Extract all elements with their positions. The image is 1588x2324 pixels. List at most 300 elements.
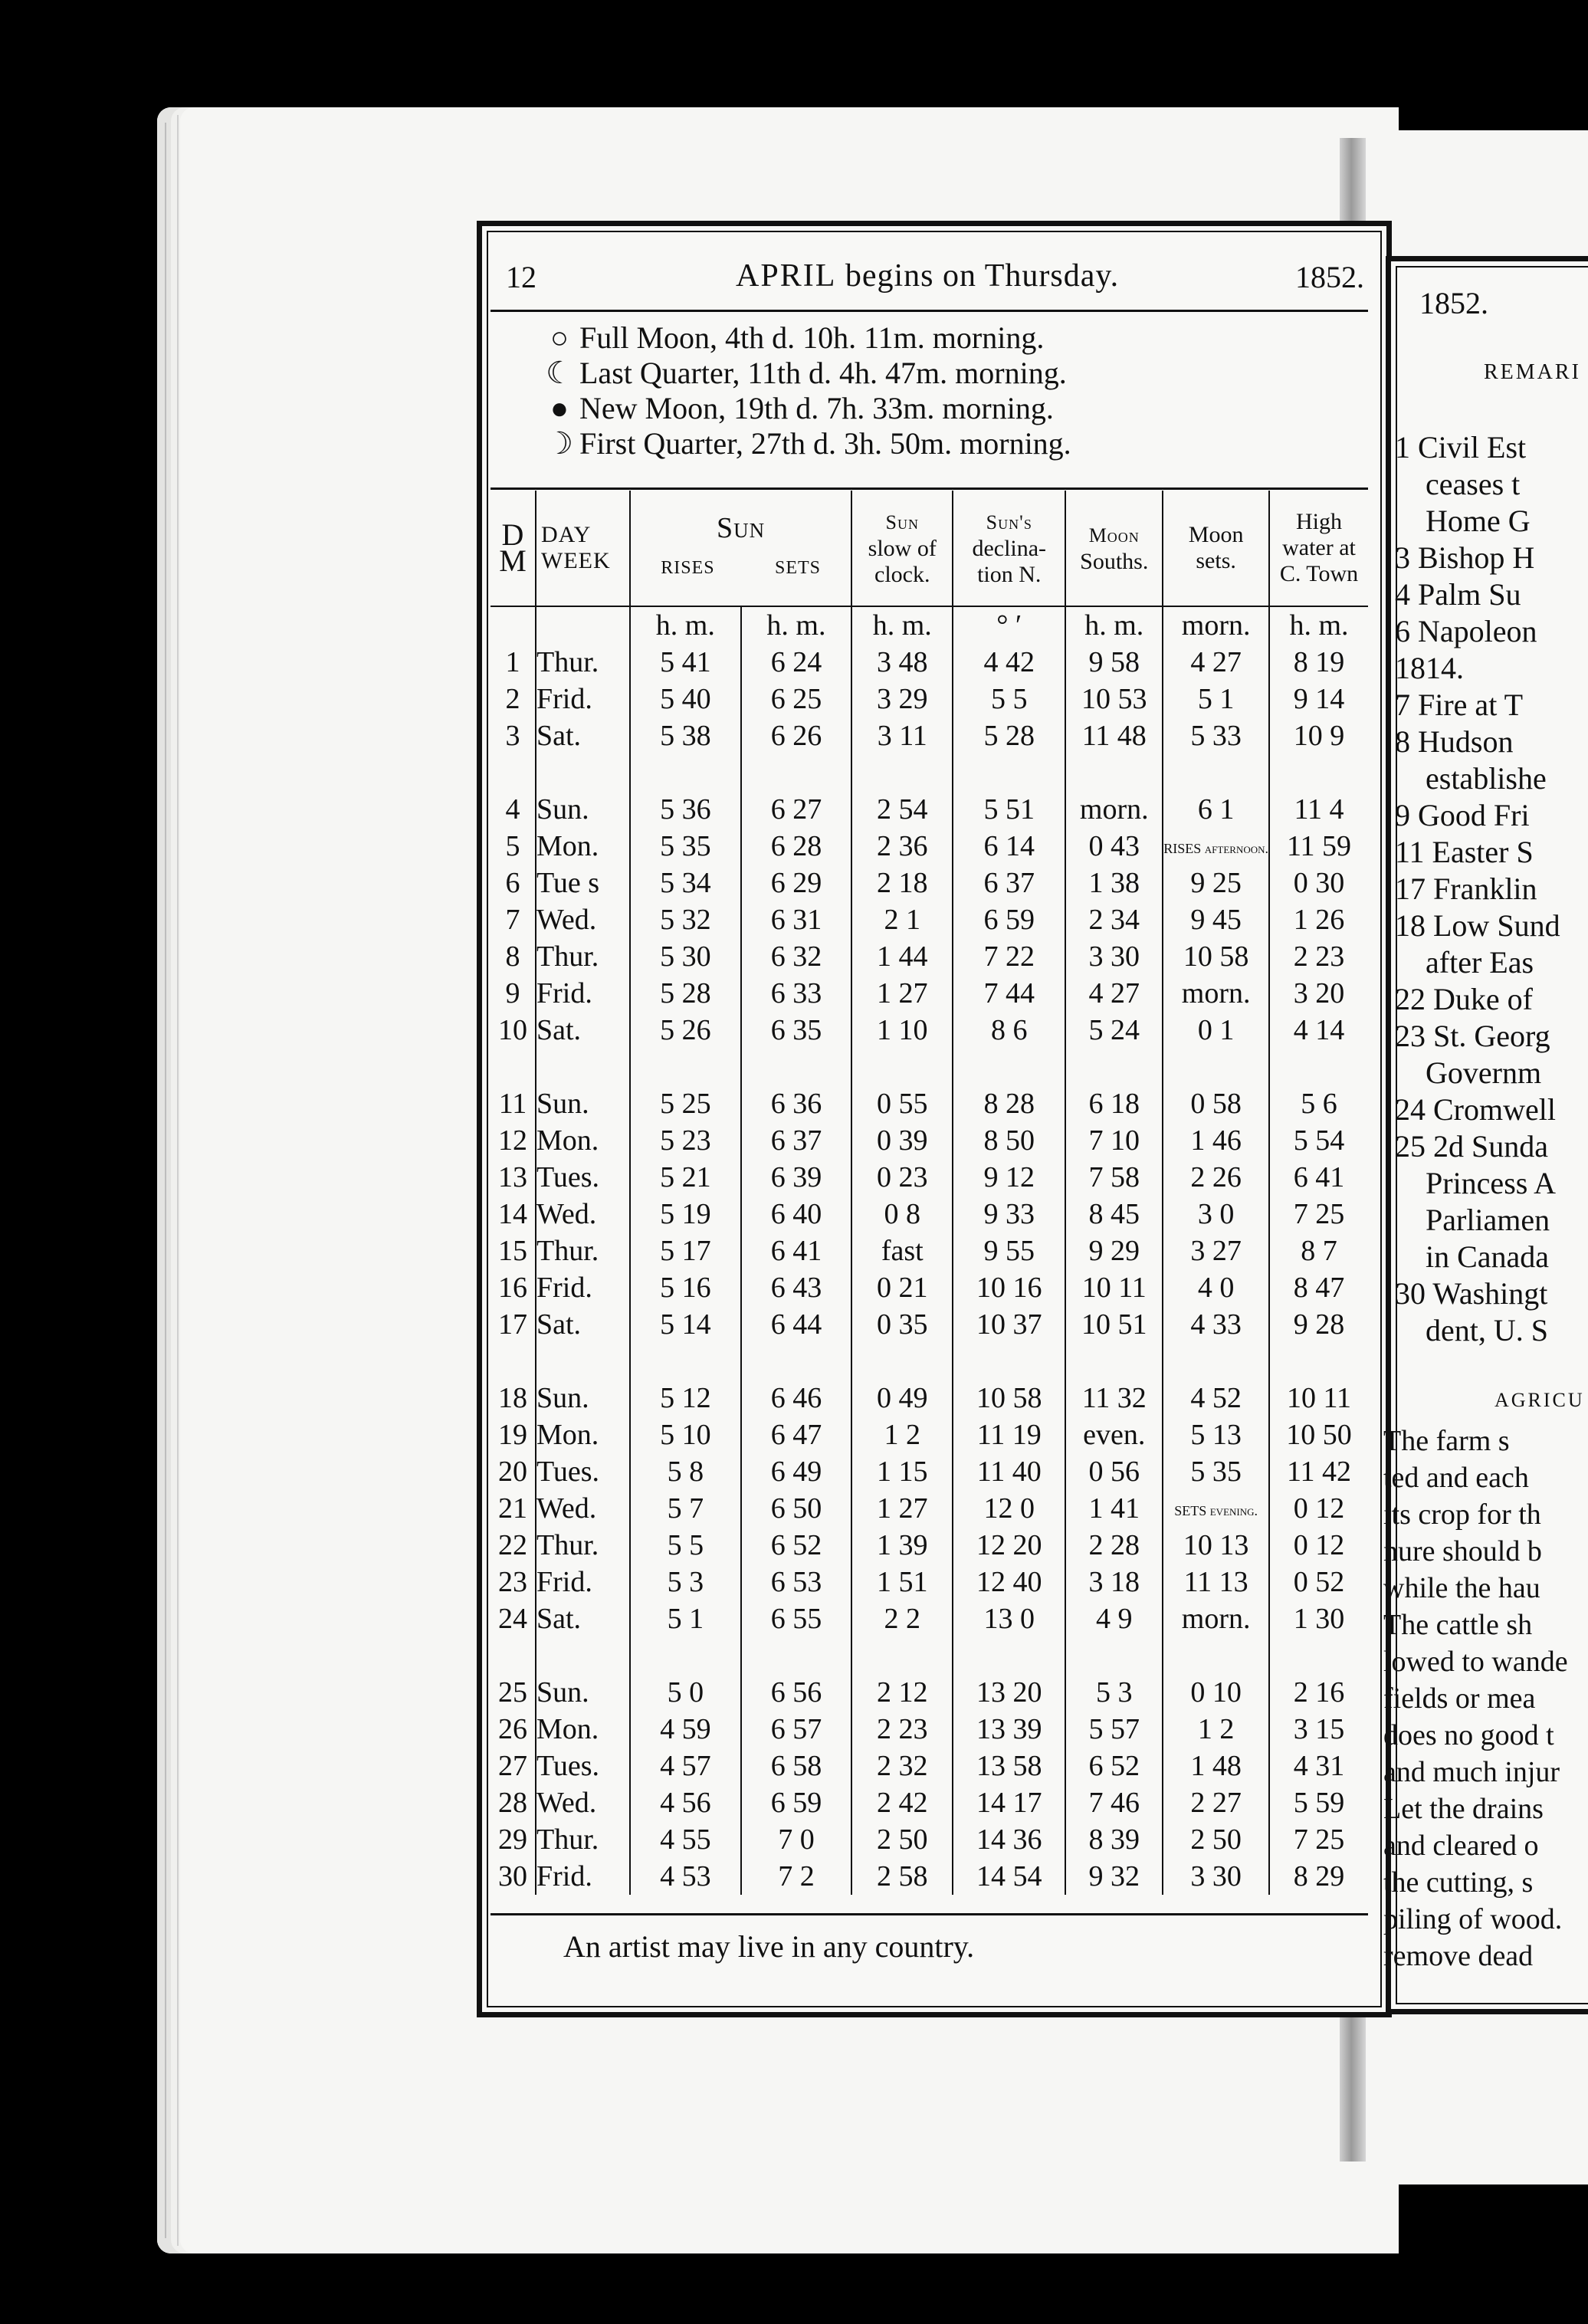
remark-line: ceases t — [1426, 467, 1521, 501]
day-number: 30 — [498, 1860, 527, 1892]
agriculture-line: fields or mea — [1383, 1682, 1536, 1715]
table-cell: 5 23 — [630, 1122, 741, 1159]
table-cell: 1 15 — [851, 1453, 953, 1490]
table-cell: 2 23 — [851, 1711, 953, 1748]
day-number: 20 — [498, 1456, 527, 1488]
table-cell: 10 37 — [953, 1306, 1065, 1343]
table-cell: 10 11 — [1269, 1380, 1368, 1416]
table-cell: 6 49 — [741, 1453, 852, 1490]
table-cell: 10 13 — [1163, 1527, 1269, 1564]
table-row — [491, 1784, 1368, 1821]
table-cell: 5 24 — [1065, 1012, 1163, 1049]
table-cell: 0 58 — [1163, 1085, 1269, 1122]
table-cell: Mon. — [536, 1711, 630, 1748]
agriculture-line: and cleared o — [1383, 1830, 1539, 1862]
table-cell: 11 13 — [1163, 1564, 1269, 1600]
remark-line: 25 2d Sunda — [1395, 1129, 1548, 1164]
table-cell: 0 39 — [851, 1122, 953, 1159]
table-cell: 14 54 — [953, 1858, 1065, 1895]
table-row — [491, 1748, 1368, 1784]
table-cell: 6 58 — [741, 1748, 852, 1784]
day-number: 21 — [498, 1492, 527, 1525]
last-quarter-icon: ☾ — [546, 356, 573, 390]
day-number: 13 — [498, 1161, 527, 1193]
table-cell: 0 30 — [1269, 865, 1368, 901]
table-cell: Mon. — [536, 828, 630, 865]
agriculture-heading: AGRICU — [1494, 1389, 1585, 1411]
table-cell: 0 52 — [1269, 1564, 1368, 1600]
table-cell: 5 41 — [630, 644, 741, 681]
table-cell: 8 19 — [1269, 644, 1368, 681]
agriculture-line: does no good t — [1383, 1719, 1554, 1751]
table-cell: Sun. — [536, 1085, 630, 1122]
table-row — [491, 1159, 1368, 1196]
first-quarter-icon: ☽ — [546, 426, 573, 461]
table-cell: 2 42 — [851, 1784, 953, 1821]
table-cell: 8 47 — [1269, 1269, 1368, 1306]
moon-phase-text: Full Moon, 4th d. 10h. 11m. morning. — [579, 320, 1045, 355]
table-cell: 1 30 — [1269, 1600, 1368, 1637]
table-row — [491, 1380, 1368, 1416]
table-row — [491, 1527, 1368, 1564]
table-cell: 7 0 — [741, 1821, 852, 1858]
table-cell: 9 25 — [1163, 865, 1269, 901]
page-year: 1852. — [1295, 260, 1364, 294]
table-cell: fast — [851, 1233, 953, 1269]
remark-line: 8 Hudson — [1395, 724, 1514, 759]
table-cell: 4 42 — [953, 644, 1065, 681]
table-cell: 7 25 — [1269, 1196, 1368, 1233]
table-cell: 5 36 — [630, 791, 741, 828]
table-cell: 9 32 — [1065, 1858, 1163, 1895]
table-cell: 6 59 — [953, 901, 1065, 938]
table-row — [491, 1858, 1368, 1895]
day-number: 8 — [505, 940, 520, 973]
table-cell: 2 2 — [851, 1600, 953, 1637]
table-cell: 12 0 — [953, 1490, 1065, 1527]
table-cell: 4 56 — [630, 1784, 741, 1821]
table-cell: 6 26 — [741, 717, 852, 754]
day-number: 2 — [505, 683, 520, 715]
table-cell: 6 35 — [741, 1012, 852, 1049]
table-cell: 6 1 — [1163, 791, 1269, 828]
table-cell: 10 51 — [1065, 1306, 1163, 1343]
table-cell: 6 41 — [741, 1233, 852, 1269]
day-number: 29 — [498, 1823, 527, 1856]
new-moon-icon: ● — [550, 391, 569, 425]
table-cell: 9 29 — [1065, 1233, 1163, 1269]
table-cell: 0 55 — [851, 1085, 953, 1122]
remark-line: 3 Bishop H — [1395, 540, 1535, 575]
table-cell: 6 33 — [741, 975, 852, 1012]
table-cell: Thur. — [536, 1527, 630, 1564]
table-cell: 7 22 — [953, 938, 1065, 975]
moon-phase — [546, 356, 1071, 391]
table-cell: Thur. — [536, 1821, 630, 1858]
table-cell: Frid. — [536, 1269, 630, 1306]
moon-phase-text: New Moon, 19th d. 7h. 33m. morning. — [579, 391, 1054, 425]
table-cell: 5 19 — [630, 1196, 741, 1233]
table-cell: 6 41 — [1269, 1159, 1368, 1196]
remark-line: Princess A — [1426, 1166, 1556, 1200]
day-number: 28 — [498, 1787, 527, 1819]
table-cell: 5 12 — [630, 1380, 741, 1416]
table-cell: 6 25 — [741, 681, 852, 717]
table-cell: 4 14 — [1269, 1012, 1368, 1049]
table-cell: 3 20 — [1269, 975, 1368, 1012]
col-day-week: DAY WEEK — [536, 491, 630, 606]
table-cell: 8 29 — [1269, 1858, 1368, 1895]
table-cell: 11 48 — [1065, 717, 1163, 754]
table-cell: 5 28 — [630, 975, 741, 1012]
table-cell: 9 45 — [1163, 901, 1269, 938]
table-cell: 5 28 — [953, 717, 1065, 754]
table-cell: 12 20 — [953, 1527, 1065, 1564]
table-cell: 6 36 — [741, 1085, 852, 1122]
table-row — [491, 791, 1368, 828]
table-cell: 11 42 — [1269, 1453, 1368, 1490]
col-declination: Sun's declina- tion N. — [953, 491, 1065, 606]
agriculture-line: The farm s — [1383, 1425, 1510, 1457]
agriculture-line: The cattle sh — [1383, 1609, 1533, 1641]
col-moon-sets: Moon sets. — [1163, 491, 1269, 606]
moon-phase — [546, 426, 1071, 461]
remark-line: 24 Cromwell — [1395, 1092, 1556, 1127]
table-cell: 1 26 — [1269, 901, 1368, 938]
table-cell: 5 10 — [630, 1416, 741, 1453]
table-row — [491, 1122, 1368, 1159]
table-cell: Tue s — [536, 865, 630, 901]
table-cell: 0 12 — [1269, 1490, 1368, 1527]
table-cell: 5 6 — [1269, 1085, 1368, 1122]
table-cell: 3 30 — [1065, 938, 1163, 975]
table-row — [491, 975, 1368, 1012]
table-cell: Wed. — [536, 1196, 630, 1233]
table-cell: 5 35 — [1163, 1453, 1269, 1490]
remark-line: 7 Fire at T — [1395, 688, 1524, 722]
table-cell: 5 8 — [630, 1453, 741, 1490]
units-row — [491, 606, 1368, 644]
table-cell: Thur. — [536, 938, 630, 975]
table-cell: 10 16 — [953, 1269, 1065, 1306]
remark-line: establishe — [1426, 761, 1547, 796]
agriculture-line: its crop for th — [1383, 1498, 1541, 1531]
table-cell: 2 16 — [1269, 1674, 1368, 1711]
table-cell: 1 2 — [851, 1416, 953, 1453]
table-row — [491, 1674, 1368, 1711]
table-cell: 5 54 — [1269, 1122, 1368, 1159]
table-cell: 10 58 — [953, 1380, 1065, 1416]
agriculture-line: piling of wood. — [1383, 1903, 1563, 1935]
table-cell: 9 14 — [1269, 681, 1368, 717]
table-cell: 11 32 — [1065, 1380, 1163, 1416]
col-dm: D M — [491, 491, 536, 606]
table-cell: 1 38 — [1065, 865, 1163, 901]
motto: An artist may live in any country. — [563, 1929, 975, 1964]
table-cell: 6 32 — [741, 938, 852, 975]
table-cell: 4 27 — [1163, 644, 1269, 681]
agriculture-line: Let the drains — [1383, 1793, 1544, 1825]
remark-line: in Canada — [1426, 1239, 1550, 1274]
day-number: 19 — [498, 1419, 527, 1451]
table-cell: even. — [1065, 1416, 1163, 1453]
table-cell: 4 52 — [1163, 1380, 1269, 1416]
day-number: 18 — [498, 1382, 527, 1414]
table-cell: 11 40 — [953, 1453, 1065, 1490]
table-cell: 6 47 — [741, 1416, 852, 1453]
table-cell: 5 16 — [630, 1269, 741, 1306]
agriculture-line: and much injur — [1383, 1756, 1560, 1788]
moon-note: SETS evening. — [1174, 1503, 1258, 1519]
day-number: 4 — [505, 793, 520, 826]
table-cell: 0 10 — [1163, 1674, 1269, 1711]
table-cell: 3 15 — [1269, 1711, 1368, 1748]
day-number: 12 — [498, 1124, 527, 1157]
table-cell: 14 36 — [953, 1821, 1065, 1858]
unit-label: h. m. — [1065, 606, 1163, 644]
table-cell: 11 59 — [1269, 828, 1368, 865]
moon-phase — [546, 320, 1071, 356]
table-cell: Frid. — [536, 1858, 630, 1895]
table-cell: 6 43 — [741, 1269, 852, 1306]
remark-line: 11 Easter S — [1395, 835, 1534, 869]
table-cell: 3 0 — [1163, 1196, 1269, 1233]
table-cell: 5 14 — [630, 1306, 741, 1343]
table-cell: 6 55 — [741, 1600, 852, 1637]
phases-rule — [491, 487, 1368, 490]
agriculture-line: the cutting, s — [1383, 1866, 1534, 1899]
col-sun: Sun RISES SETS — [630, 491, 851, 606]
table-cell: 1 27 — [851, 975, 953, 1012]
table-cell: 0 49 — [851, 1380, 953, 1416]
table-cell: 6 37 — [953, 865, 1065, 901]
table-cell: 8 45 — [1065, 1196, 1163, 1233]
remark-line: after Eas — [1426, 945, 1534, 980]
table-row — [491, 1085, 1368, 1122]
table-cell: 4 55 — [630, 1821, 741, 1858]
unit-label: ° ′ — [953, 606, 1065, 644]
table-cell: 2 36 — [851, 828, 953, 865]
day-number: 23 — [498, 1566, 527, 1598]
table-cell: 1 51 — [851, 1564, 953, 1600]
agriculture-line: while the hau — [1383, 1572, 1540, 1604]
day-number: 24 — [498, 1603, 527, 1635]
table-cell: 3 18 — [1065, 1564, 1163, 1600]
table-cell: Tues. — [536, 1159, 630, 1196]
table-row — [491, 865, 1368, 901]
table-cell: 6 46 — [741, 1380, 852, 1416]
table-cell: 9 58 — [1065, 644, 1163, 681]
table-cell: 10 58 — [1163, 938, 1269, 975]
table-cell: Frid. — [536, 1564, 630, 1600]
table-cell: 2 34 — [1065, 901, 1163, 938]
unit-label: h. m. — [741, 606, 852, 644]
table-row — [491, 717, 1368, 754]
table-cell: 6 52 — [741, 1527, 852, 1564]
agriculture-line: remove dead — [1383, 1940, 1534, 1972]
table-cell: 5 5 — [630, 1527, 741, 1564]
table-cell: 6 57 — [741, 1711, 852, 1748]
day-number: 10 — [498, 1014, 527, 1046]
table-row — [491, 1564, 1368, 1600]
day-number: 25 — [498, 1676, 527, 1709]
full-moon-icon: ○ — [550, 320, 569, 355]
table-row — [491, 1453, 1368, 1490]
table-cell: 2 28 — [1065, 1527, 1163, 1564]
table-cell: 2 50 — [851, 1821, 953, 1858]
table-cell: 4 57 — [630, 1748, 741, 1784]
table-cell: 0 21 — [851, 1269, 953, 1306]
table-cell: 6 59 — [741, 1784, 852, 1821]
table-cell: 5 30 — [630, 938, 741, 975]
table-row — [491, 1306, 1368, 1343]
table-cell: 8 7 — [1269, 1233, 1368, 1269]
remark-line: 30 Washingt — [1395, 1276, 1548, 1311]
table-cell: 10 11 — [1065, 1269, 1163, 1306]
table-row — [491, 938, 1368, 975]
table-cell: Wed. — [536, 1784, 630, 1821]
moon-note: RISES afternoon. — [1163, 841, 1268, 857]
table-cell: 6 44 — [741, 1306, 852, 1343]
remark-line: 9 Good Fri — [1395, 798, 1530, 832]
table-cell: 9 12 — [953, 1159, 1065, 1196]
table-cell: 6 56 — [741, 1674, 852, 1711]
table-cell: 6 27 — [741, 791, 852, 828]
table-cell: 6 14 — [953, 828, 1065, 865]
table-cell: 3 11 — [851, 717, 953, 754]
remark-line: 1 Civil Est — [1395, 430, 1527, 464]
table-cell — [1163, 828, 1269, 865]
table-row — [491, 1269, 1368, 1306]
remark-line: Parliamen — [1426, 1203, 1550, 1237]
table-cell: 13 0 — [953, 1600, 1065, 1637]
day-number: 11 — [498, 1088, 527, 1120]
table-cell: 6 29 — [741, 865, 852, 901]
day-number: 22 — [498, 1529, 527, 1561]
table-cell: 10 9 — [1269, 717, 1368, 754]
table-row — [491, 828, 1368, 865]
table-cell: 6 24 — [741, 644, 852, 681]
remark-line: dent, U. S — [1426, 1313, 1548, 1347]
table-cell: 8 28 — [953, 1085, 1065, 1122]
col-slow: Sun slow of clock. — [851, 491, 953, 606]
col-high-water: High water at C. Town — [1269, 491, 1368, 606]
table-cell: 4 27 — [1065, 975, 1163, 1012]
table-cell: 12 40 — [953, 1564, 1065, 1600]
table-cell: 1 39 — [851, 1527, 953, 1564]
table-cell: Tues. — [536, 1453, 630, 1490]
table-cell: 3 27 — [1163, 1233, 1269, 1269]
table-row — [491, 901, 1368, 938]
day-number: 14 — [498, 1198, 527, 1230]
table-cell: 1 48 — [1163, 1748, 1269, 1784]
table-cell: Sat. — [536, 717, 630, 754]
day-number: 7 — [505, 904, 520, 936]
table-row — [491, 1711, 1368, 1748]
remark-line: 4 Palm Su — [1395, 577, 1521, 612]
agriculture-text — [1383, 1423, 1568, 1974]
table-cell: 4 9 — [1065, 1600, 1163, 1637]
table-cell: 2 23 — [1269, 938, 1368, 975]
table-cell: Frid. — [536, 975, 630, 1012]
header-rule — [491, 310, 1368, 312]
table-cell: 8 39 — [1065, 1821, 1163, 1858]
right-year: 1852. — [1419, 286, 1488, 320]
table-cell: 8 50 — [953, 1122, 1065, 1159]
table-cell: 11 19 — [953, 1416, 1065, 1453]
table-cell: 5 3 — [1065, 1674, 1163, 1711]
table-cell: Sun. — [536, 791, 630, 828]
page-number: 12 — [506, 260, 536, 294]
day-number: 17 — [498, 1308, 527, 1341]
remark-line: 18 Low Sund — [1395, 908, 1560, 943]
table-cell: Thur. — [536, 1233, 630, 1269]
table-cell: 3 48 — [851, 644, 953, 681]
table-cell: Mon. — [536, 1416, 630, 1453]
table-row — [491, 1012, 1368, 1049]
table-cell: 1 2 — [1163, 1711, 1269, 1748]
table-cell: 6 37 — [741, 1122, 852, 1159]
table-cell: 4 31 — [1269, 1748, 1368, 1784]
day-number: 6 — [505, 867, 520, 899]
table-cell: morn. — [1163, 975, 1269, 1012]
table-row — [491, 1233, 1368, 1269]
table-cell: 4 33 — [1163, 1306, 1269, 1343]
moon-phase-text: First Quarter, 27th d. 3h. 50m. morning. — [579, 426, 1071, 461]
table-cell: 6 53 — [741, 1564, 852, 1600]
table-cell: 5 0 — [630, 1674, 741, 1711]
table-cell: 13 58 — [953, 1748, 1065, 1784]
table-cell: 1 27 — [851, 1490, 953, 1527]
table-cell: Sat. — [536, 1012, 630, 1049]
remarks-list — [1395, 429, 1560, 1349]
day-number: 1 — [505, 646, 520, 678]
table-cell: 9 28 — [1269, 1306, 1368, 1343]
table-cell: 5 57 — [1065, 1711, 1163, 1748]
table-cell: 5 38 — [630, 717, 741, 754]
table-cell: 5 40 — [630, 681, 741, 717]
table-cell: 1 10 — [851, 1012, 953, 1049]
remark-line: Governm — [1426, 1055, 1542, 1090]
remark-line: Home G — [1426, 504, 1531, 538]
table-cell: 3 30 — [1163, 1858, 1269, 1895]
table-cell: 5 3 — [630, 1564, 741, 1600]
table-cell: Wed. — [536, 1490, 630, 1527]
table-cell: 2 58 — [851, 1858, 953, 1895]
table-cell: 7 46 — [1065, 1784, 1163, 1821]
agriculture-line: lowed to wande — [1383, 1646, 1568, 1678]
table-cell: 8 6 — [953, 1012, 1065, 1049]
table-cell: 1 44 — [851, 938, 953, 975]
remark-line: 22 Duke of — [1395, 982, 1533, 1016]
page-title: APRIL begins on Thursday. — [736, 258, 1120, 294]
table-cell: 0 23 — [851, 1159, 953, 1196]
table-row — [491, 644, 1368, 681]
remark-line: 23 St. Georg — [1395, 1019, 1550, 1053]
table-cell: 1 46 — [1163, 1122, 1269, 1159]
table-cell: Sat. — [536, 1600, 630, 1637]
table-cell: 4 59 — [630, 1711, 741, 1748]
table-cell: 2 50 — [1163, 1821, 1269, 1858]
remarks-heading: REMARI — [1484, 360, 1581, 384]
calendar-table — [491, 491, 1368, 1895]
table-cell: 9 55 — [953, 1233, 1065, 1269]
table-cell: 5 13 — [1163, 1416, 1269, 1453]
table-cell: 5 35 — [630, 828, 741, 865]
table-cell: Mon. — [536, 1122, 630, 1159]
table-cell: 6 52 — [1065, 1748, 1163, 1784]
day-number: 5 — [505, 830, 520, 862]
